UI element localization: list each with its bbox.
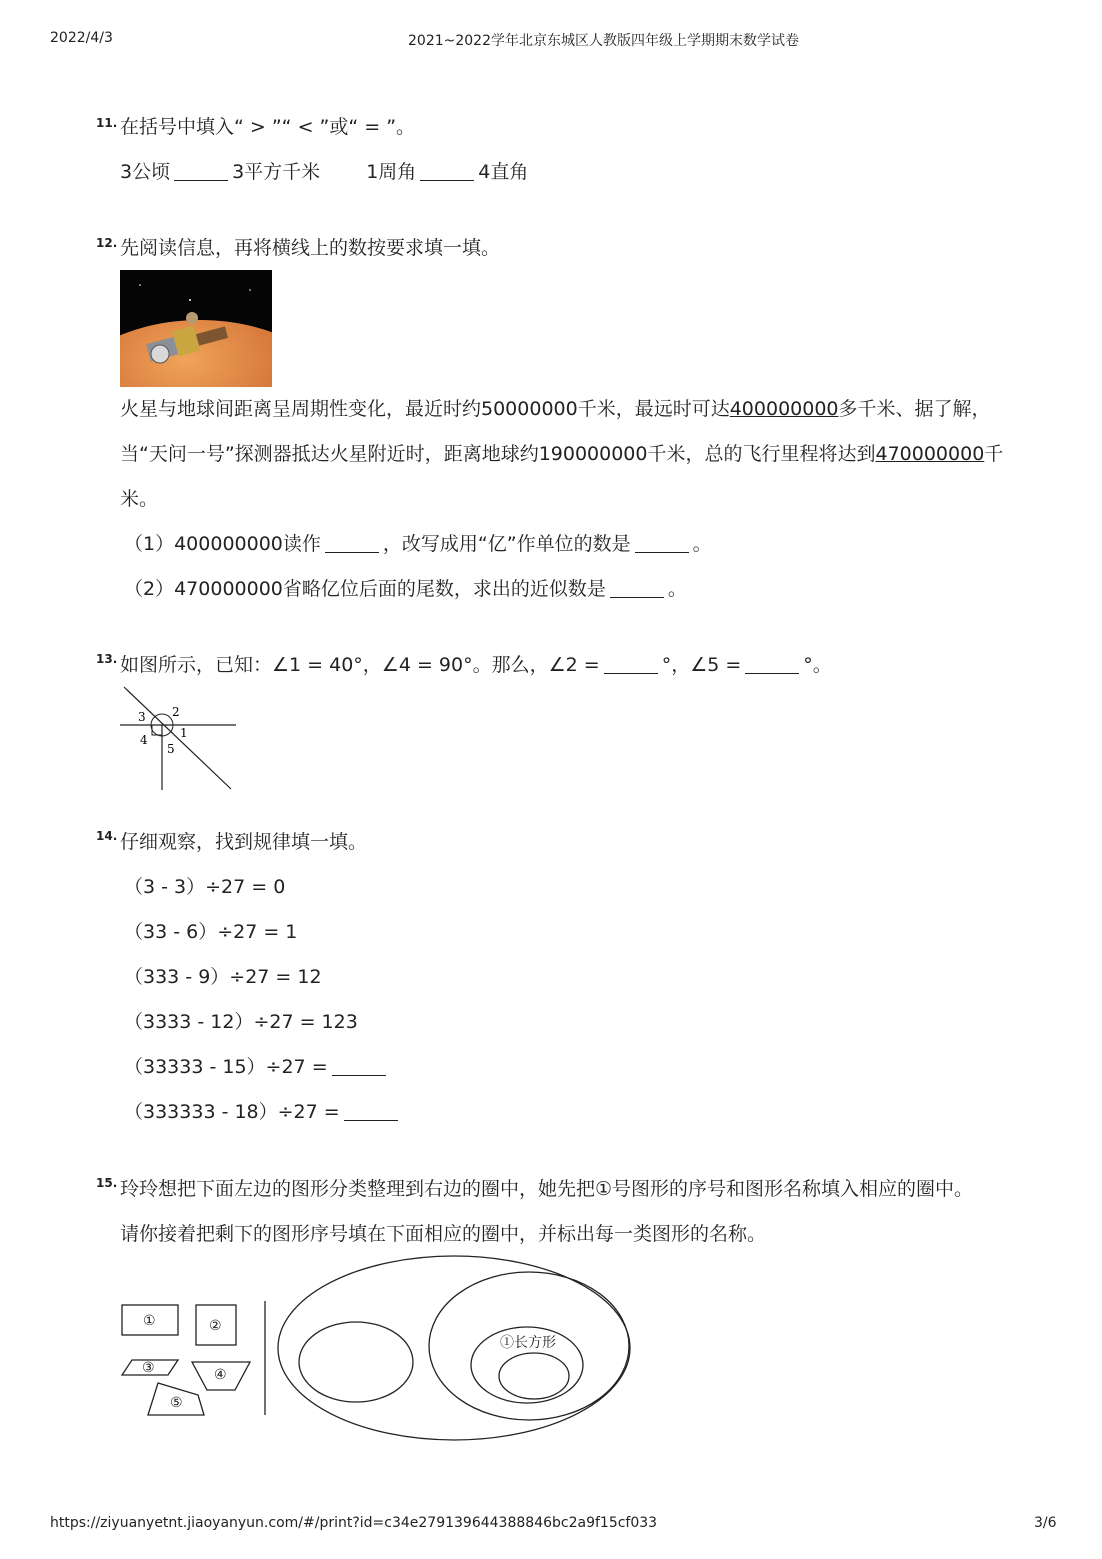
q11-a-left: 3公顷 <box>120 161 171 183</box>
q14-row-3: （333 - 9）÷27 = 12 <box>124 966 322 988</box>
q13-blank-angle2[interactable] <box>604 655 658 674</box>
angle-label-2: 2 <box>172 705 180 719</box>
underlined-number-400000000: 400000000 <box>729 398 839 420</box>
document-title: 2021~2022学年北京东城区人教版四年级上学期期末数学试卷 <box>408 33 799 49</box>
q13-blank-angle5[interactable] <box>745 655 799 674</box>
page-url: https://ziyuanyetnt.jiaoyanyun.com/#/print?id=c34e279139644388846bc2a9f15cf033 <box>50 1515 658 1531</box>
innermost-circle <box>499 1353 569 1399</box>
q12-subquestion-1: （1）400000000读作 ，改写成用“亿”作单位的数是 。 <box>124 533 712 555</box>
q14-blank-6[interactable] <box>344 1102 398 1121</box>
angle-diagram <box>118 684 240 794</box>
q13-prompt: 如图所示，已知：∠1 = 40°，∠4 = 90°。那么，∠2 = °，∠5 = °。 <box>120 654 832 676</box>
angle-label-1: 1 <box>180 726 188 740</box>
question-number-14: 14. <box>96 829 118 843</box>
q12-paragraph-line-2: 当“天问一号”探测器抵达火星附近时，距离地球约190000000千米，总的飞行里程将达到470000000千 <box>120 443 1004 465</box>
q15-prompt-line-1: 玲玲想把下面左边的图形分类整理到右边的圈中，她先把①号图形的序号和图形名称填入相应的圈中。 <box>120 1178 974 1200</box>
q12-s1-blank-a[interactable] <box>325 534 379 553</box>
print-date: 2022/4/3 <box>50 30 113 46</box>
q12-s1-blank-b[interactable] <box>635 534 689 553</box>
angle-label-4: 4 <box>140 733 148 747</box>
q12-paragraph-line-1: 火星与地球间距离呈周期性变化，最近时约50000000千米，最远时可达400000000多千米、据了解， <box>120 398 991 420</box>
q12-s2-blank[interactable] <box>610 579 664 598</box>
angle-label-3: 3 <box>138 710 146 724</box>
q15-prompt-line-2: 请你接着把剩下的图形序号填在下面相应的圈中，并标出每一类图形的名称。 <box>120 1223 767 1245</box>
question-number-11: 11. <box>96 116 118 130</box>
question-number-13: 13. <box>96 652 118 666</box>
left-circle <box>299 1322 413 1402</box>
q12-paragraph-line-3: 米。 <box>120 488 159 510</box>
q11-compare-row <box>120 159 528 185</box>
underlined-number-470000000: 470000000 <box>875 443 985 465</box>
q14-prompt: 仔细观察，找到规律填一填。 <box>120 831 368 853</box>
q11-b-right: 4直角 <box>478 161 529 183</box>
question-number-12: 12. <box>96 236 118 250</box>
mars-probe-photo <box>120 270 272 387</box>
q11-a-right: 3平方千米 <box>232 161 321 183</box>
q14-row-4: （3333 - 12）÷27 = 123 <box>124 1011 358 1033</box>
shape-label-1: ① <box>143 1313 156 1329</box>
q14-row-6: （333333 - 18）÷27 = <box>124 1099 402 1125</box>
shape-label-3: ③ <box>142 1360 155 1376</box>
shape-label-2: ② <box>209 1318 222 1334</box>
shape-label-5: ⑤ <box>170 1395 183 1411</box>
q14-row-2: （33 - 6）÷27 = 1 <box>124 921 298 943</box>
q14-row-1: （3 - 3）÷27 = 0 <box>124 876 286 898</box>
shape-sorting-diagram <box>110 1255 640 1450</box>
page-number: 3/6 <box>1034 1515 1057 1531</box>
q11-blank-a[interactable] <box>174 162 228 181</box>
q11-prompt: 在括号中填入“ > ”“ < ”或“ = ”。 <box>120 116 416 138</box>
q12-subquestion-2: （2）470000000省略亿位后面的尾数，求出的近似数是 。 <box>124 578 687 600</box>
angle-label-5: 5 <box>167 742 175 756</box>
q14-row-5: （33333 - 15）÷27 = <box>124 1054 390 1080</box>
q11-blank-b[interactable] <box>420 162 474 181</box>
q11-b-left: 1周角 <box>366 161 417 183</box>
q14-blank-5[interactable] <box>332 1057 386 1076</box>
shape-label-4: ④ <box>214 1367 227 1383</box>
question-number-15: 15. <box>96 1176 118 1190</box>
q12-prompt: 先阅读信息，再将横线上的数按要求填一填。 <box>120 237 501 259</box>
circle-label-rectangle: ①长方形 <box>500 1335 556 1351</box>
